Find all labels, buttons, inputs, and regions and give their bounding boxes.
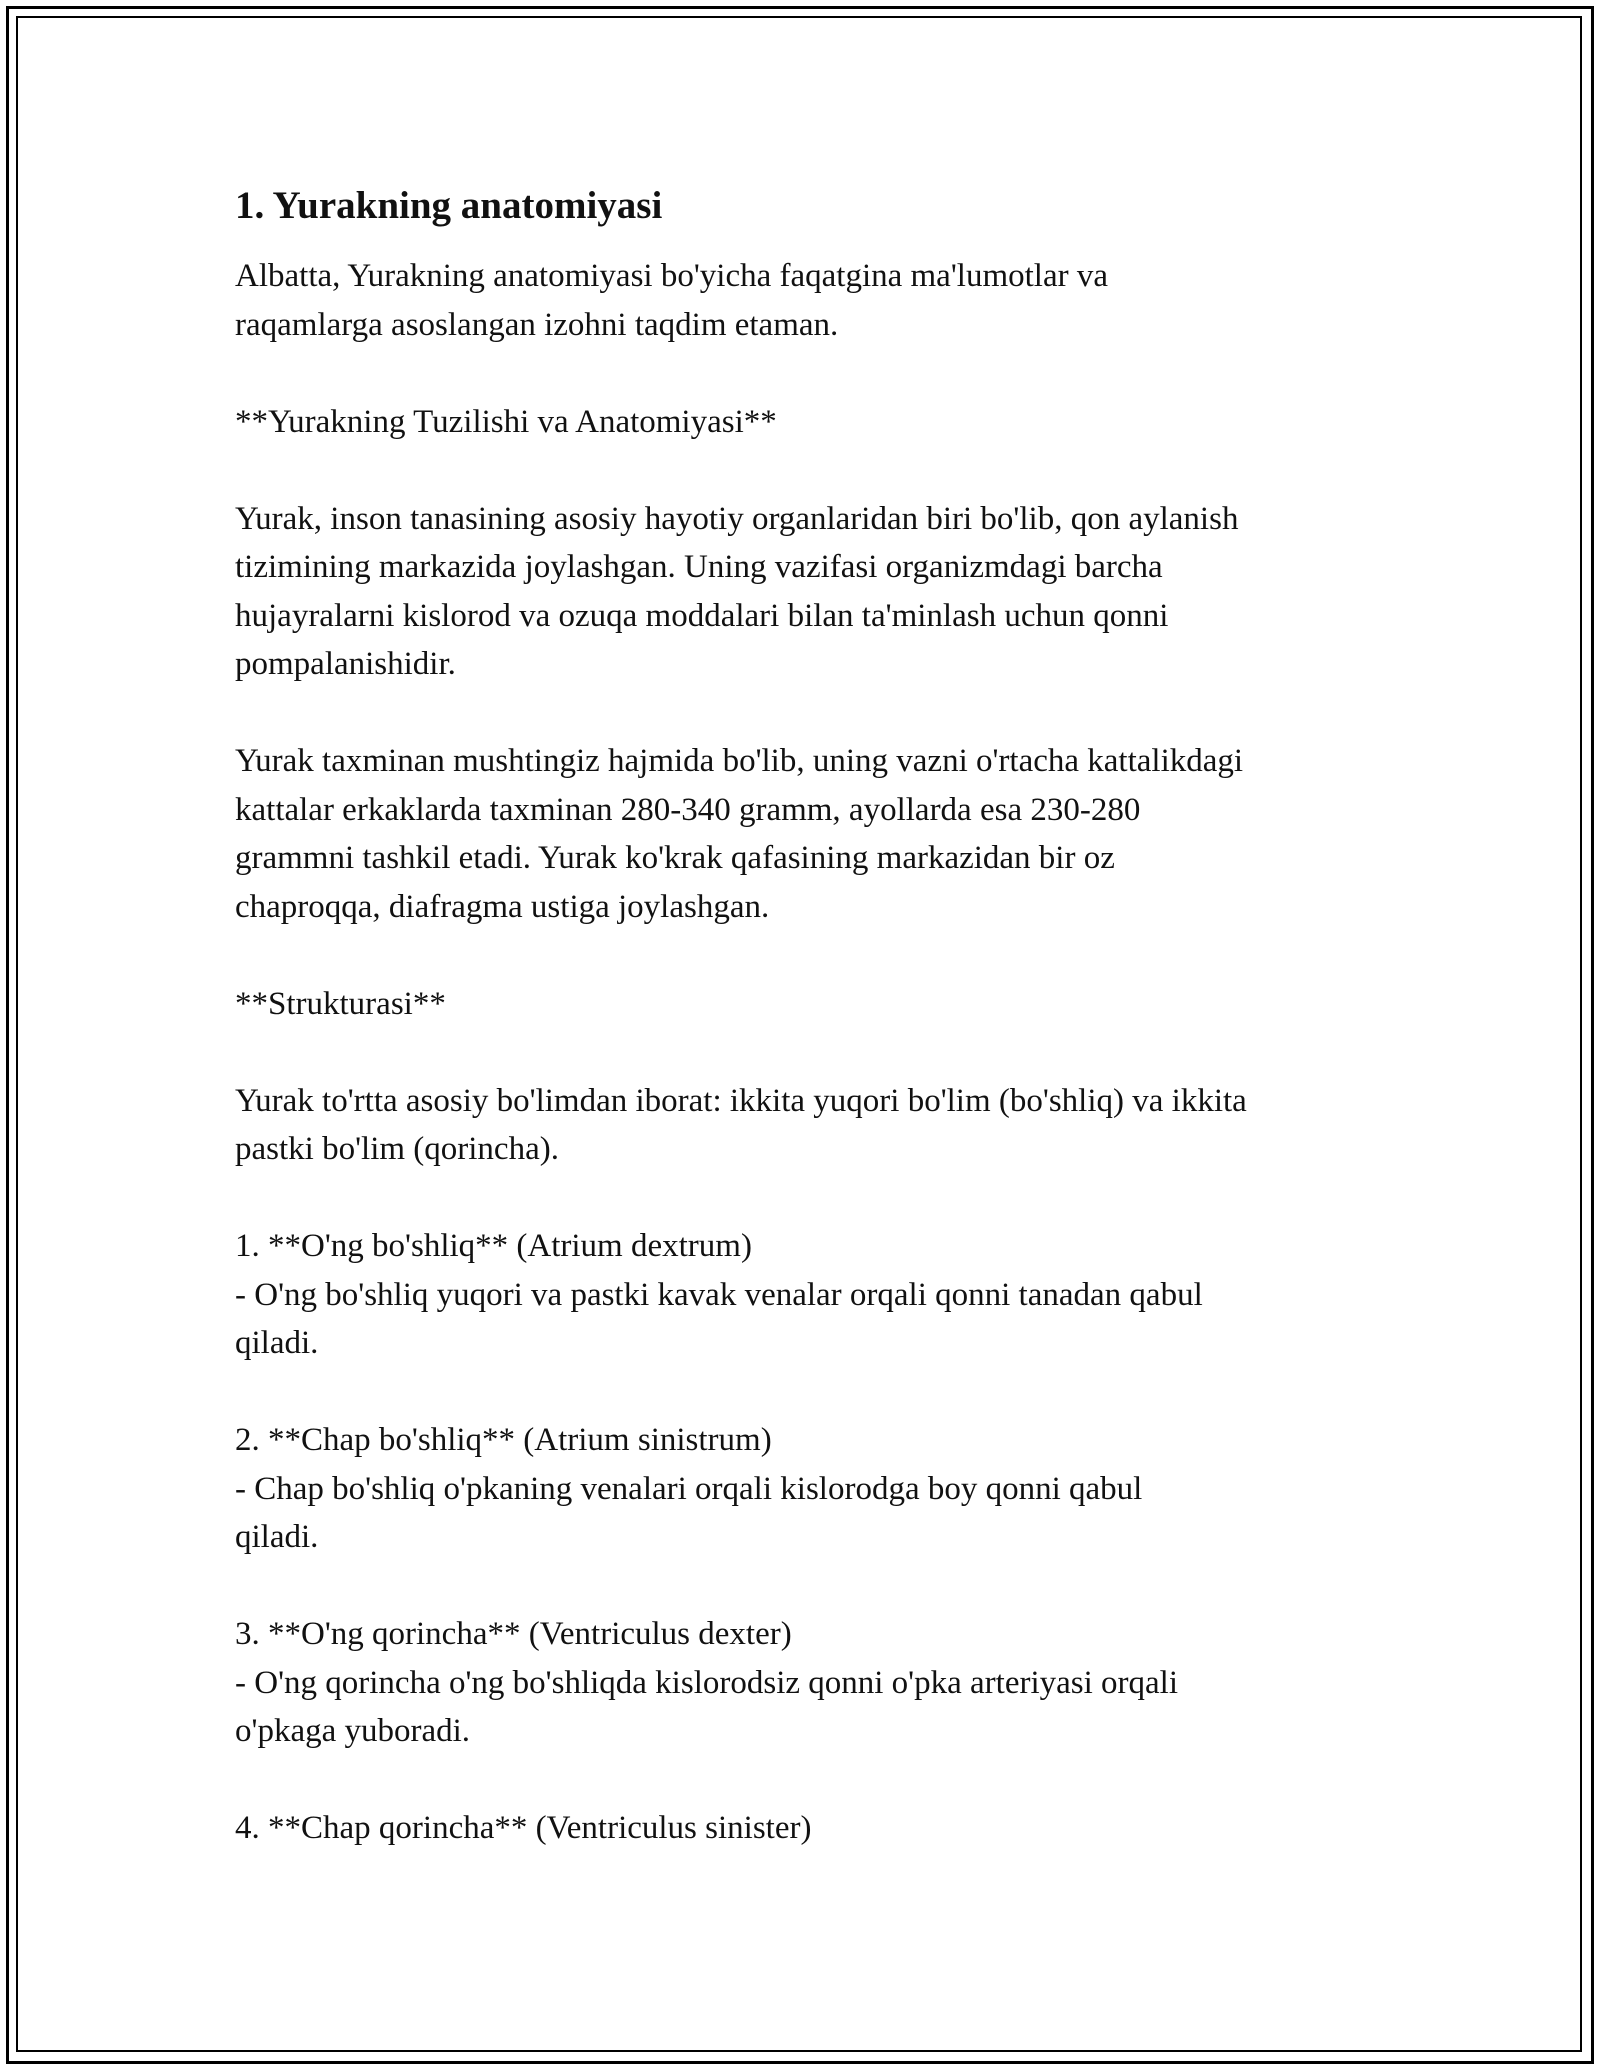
section-title: 1. Yurakning anatomiyasi [235, 184, 663, 227]
document-body [235, 182, 1375, 1853]
paragraph-gap [235, 1028, 1375, 1077]
list-item-right-ventricle: 3. **O'ng qorincha** (Ventriculus dexter) - O'ng qorincha o'ng bo'shliqda kislorodsiz qonni o'pka arteriyasi orqali o'pkaga yuboradi. [235, 1616, 1179, 1749]
subheading-structure-anatomy: **Yurakning Tuzilishi va Anatomiyasi** [235, 403, 777, 440]
subheading-structure: **Strukturasi** [235, 985, 446, 1022]
paragraph-gap [235, 446, 1375, 495]
intro-paragraph: Albatta, Yurakning anatomiyasi bo'yicha faqatgina ma'lumotlar va raqamlarga asoslangan izohni taqdim etaman. [235, 258, 1108, 343]
heart-function-paragraph: Yurak, inson tanasining asosiy hayotiy organlaridan biri bo'lib, qon aylanish tizimining markazida joylashgan. Uning vazifasi organizmdagi barcha hujayralarni kislorod va ozuqa moddalari bilan ta'minlash uchun qonni pompalanishidir. [235, 500, 1239, 682]
paragraph-gap [235, 931, 1375, 980]
paragraph-gap [235, 1562, 1375, 1611]
paragraph-gap [235, 1756, 1375, 1805]
list-item-left-ventricle: 4. **Chap qorincha** (Ventriculus sinister) [235, 1810, 812, 1846]
paragraph-gap [235, 1368, 1375, 1417]
heart-size-paragraph: Yurak taxminan mushtingiz hajmida bo'lib, uning vazni o'rtacha kattalikdagi kattalar erkaklarda taxminan 280-340 gramm, ayollarda esa 230-280 grammni tashkil etadi. Yurak ko'krak qafasining markazidan bir oz chaproqqa, diafragma ustiga joylashgan. [235, 743, 1244, 925]
list-item-right-atrium: 1. **O'ng bo'shliq** (Atrium dextrum) - O'ng bo'shliq yuqori va pastki kavak venalar orqali qonni tanadan qabul qiladi. [235, 1228, 1203, 1361]
list-item-left-atrium: 2. **Chap bo'shliq** (Atrium sinistrum) - Chap bo'shliq o'pkaning venalari orqali kislorodga boy qonni qabul qiladi. [235, 1422, 1143, 1555]
paragraph-gap [235, 689, 1375, 738]
paragraph-gap [235, 1174, 1375, 1223]
paragraph-gap [235, 349, 1375, 398]
chambers-paragraph: Yurak to'rtta asosiy bo'limdan iborat: ikkita yuqori bo'lim (bo'shliq) va ikkita pastki bo'lim (qorincha). [235, 1082, 1247, 1167]
